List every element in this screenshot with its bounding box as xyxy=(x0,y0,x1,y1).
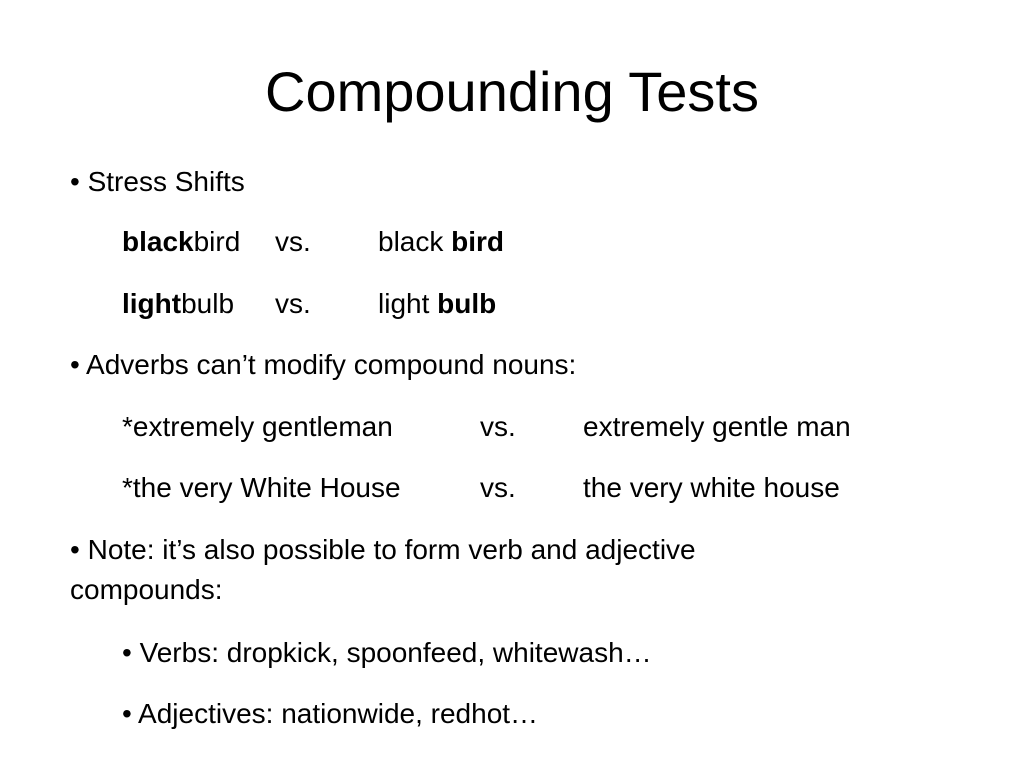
sub-bullet-text: Adjectives: nationwide, redhot… xyxy=(138,698,539,729)
bullet-text: Adverbs can’t modify compound nouns: xyxy=(86,349,577,380)
vs-label: vs. xyxy=(275,288,311,319)
unstressed-word: light xyxy=(378,288,438,319)
unstressed-word: black xyxy=(378,226,452,257)
bullet-glyph: • xyxy=(122,637,132,668)
bullet-text: Stress Shifts xyxy=(87,166,245,197)
adverb-example-good: the very white house xyxy=(583,472,840,503)
sub-bullet-adjectives xyxy=(122,697,538,731)
bullet-glyph: • xyxy=(70,166,80,197)
stress-example-compound xyxy=(122,225,240,259)
bullet-glyph: • xyxy=(70,534,80,565)
stressed-part: black xyxy=(122,226,194,257)
adverb-example-bad: *the very White House xyxy=(122,472,401,503)
stressed-word: bulb xyxy=(437,288,497,319)
unstressed-part: bird xyxy=(193,226,241,257)
unstressed-part: bulb xyxy=(181,288,235,319)
bullet-adverbs xyxy=(70,348,576,382)
sub-bullet-text: Verbs: dropkick, spoonfeed, whitewash… xyxy=(139,637,652,668)
sub-bullet-verbs xyxy=(122,636,652,670)
stressed-word: bird xyxy=(451,226,505,257)
bullet-stress-shifts xyxy=(70,165,245,199)
bullet-note-continuation: compounds: xyxy=(70,574,223,605)
vs-label: vs. xyxy=(480,411,516,442)
stress-example-phrase xyxy=(378,287,496,321)
vs-label: vs. xyxy=(275,226,311,257)
bullet-note xyxy=(70,533,696,567)
stressed-part: light xyxy=(122,288,182,319)
bullet-glyph: • xyxy=(122,698,132,729)
adverb-example-bad: *extremely gentleman xyxy=(122,411,393,442)
stress-example-phrase xyxy=(378,225,504,259)
adverb-example-good: extremely gentle man xyxy=(583,411,851,442)
slide-title: Compounding Tests xyxy=(265,60,759,123)
vs-label: vs. xyxy=(480,472,516,503)
bullet-text: Note: it’s also possible to form verb and adjective xyxy=(87,534,696,565)
stress-example-compound xyxy=(122,287,234,321)
bullet-glyph: • xyxy=(70,349,80,380)
